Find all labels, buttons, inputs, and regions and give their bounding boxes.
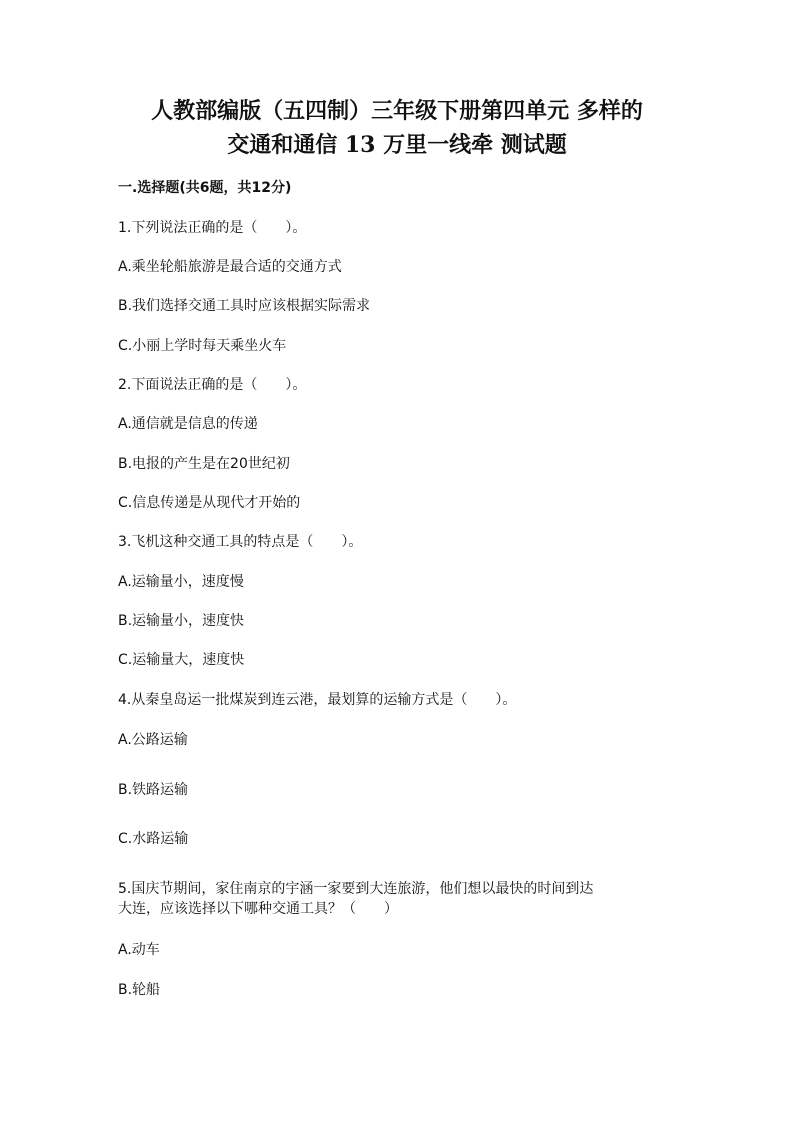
title-line-2: 交通和通信 13 万里一线牵 测试题 xyxy=(227,132,567,158)
title-line-1: 人教部编版（五四制）三年级下册第四单元 多样的 xyxy=(151,98,643,124)
section-heading: 一.选择题(共6题，共12分) xyxy=(118,180,292,196)
option-c: C.小丽上学时每天乘坐火车 xyxy=(118,338,287,354)
option-a: A.动车 xyxy=(118,942,160,958)
option-b: B.电报的产生是在20世纪初 xyxy=(118,456,290,472)
question-stem: 3.飞机这种交通工具的特点是（ ）。 xyxy=(118,534,363,550)
question-stem: 2.下面说法正确的是（ ）。 xyxy=(118,377,307,393)
question-stem-line-1: 5.国庆节期间，家住南京的宇涵一家要到大连旅游，他们想以最快的时间到达 xyxy=(118,881,594,897)
option-c: C.信息传递是从现代才开始的 xyxy=(118,495,301,511)
option-a: A.乘坐轮船旅游是最合适的交通方式 xyxy=(118,259,342,275)
option-b: B.铁路运输 xyxy=(118,782,189,798)
option-c: C.运输量大，速度快 xyxy=(118,652,245,668)
question-stem: 4.从秦皇岛运一批煤炭到连云港，最划算的运输方式是（ ）。 xyxy=(118,692,517,708)
option-b: B.我们选择交通工具时应该根据实际需求 xyxy=(118,298,371,314)
question-stem-line-2: 大连，应该选择以下哪种交通工具？（ ） xyxy=(118,901,398,917)
question-stem: 1.下列说法正确的是（ ）。 xyxy=(118,220,307,236)
option-b: B.轮船 xyxy=(118,982,161,998)
option-b: B.运输量小，速度快 xyxy=(118,613,245,629)
option-a: A.通信就是信息的传递 xyxy=(118,416,258,432)
option-c: C.水路运输 xyxy=(118,831,189,847)
option-a: A.运输量小，速度慢 xyxy=(118,574,244,590)
option-a: A.公路运输 xyxy=(118,732,188,748)
